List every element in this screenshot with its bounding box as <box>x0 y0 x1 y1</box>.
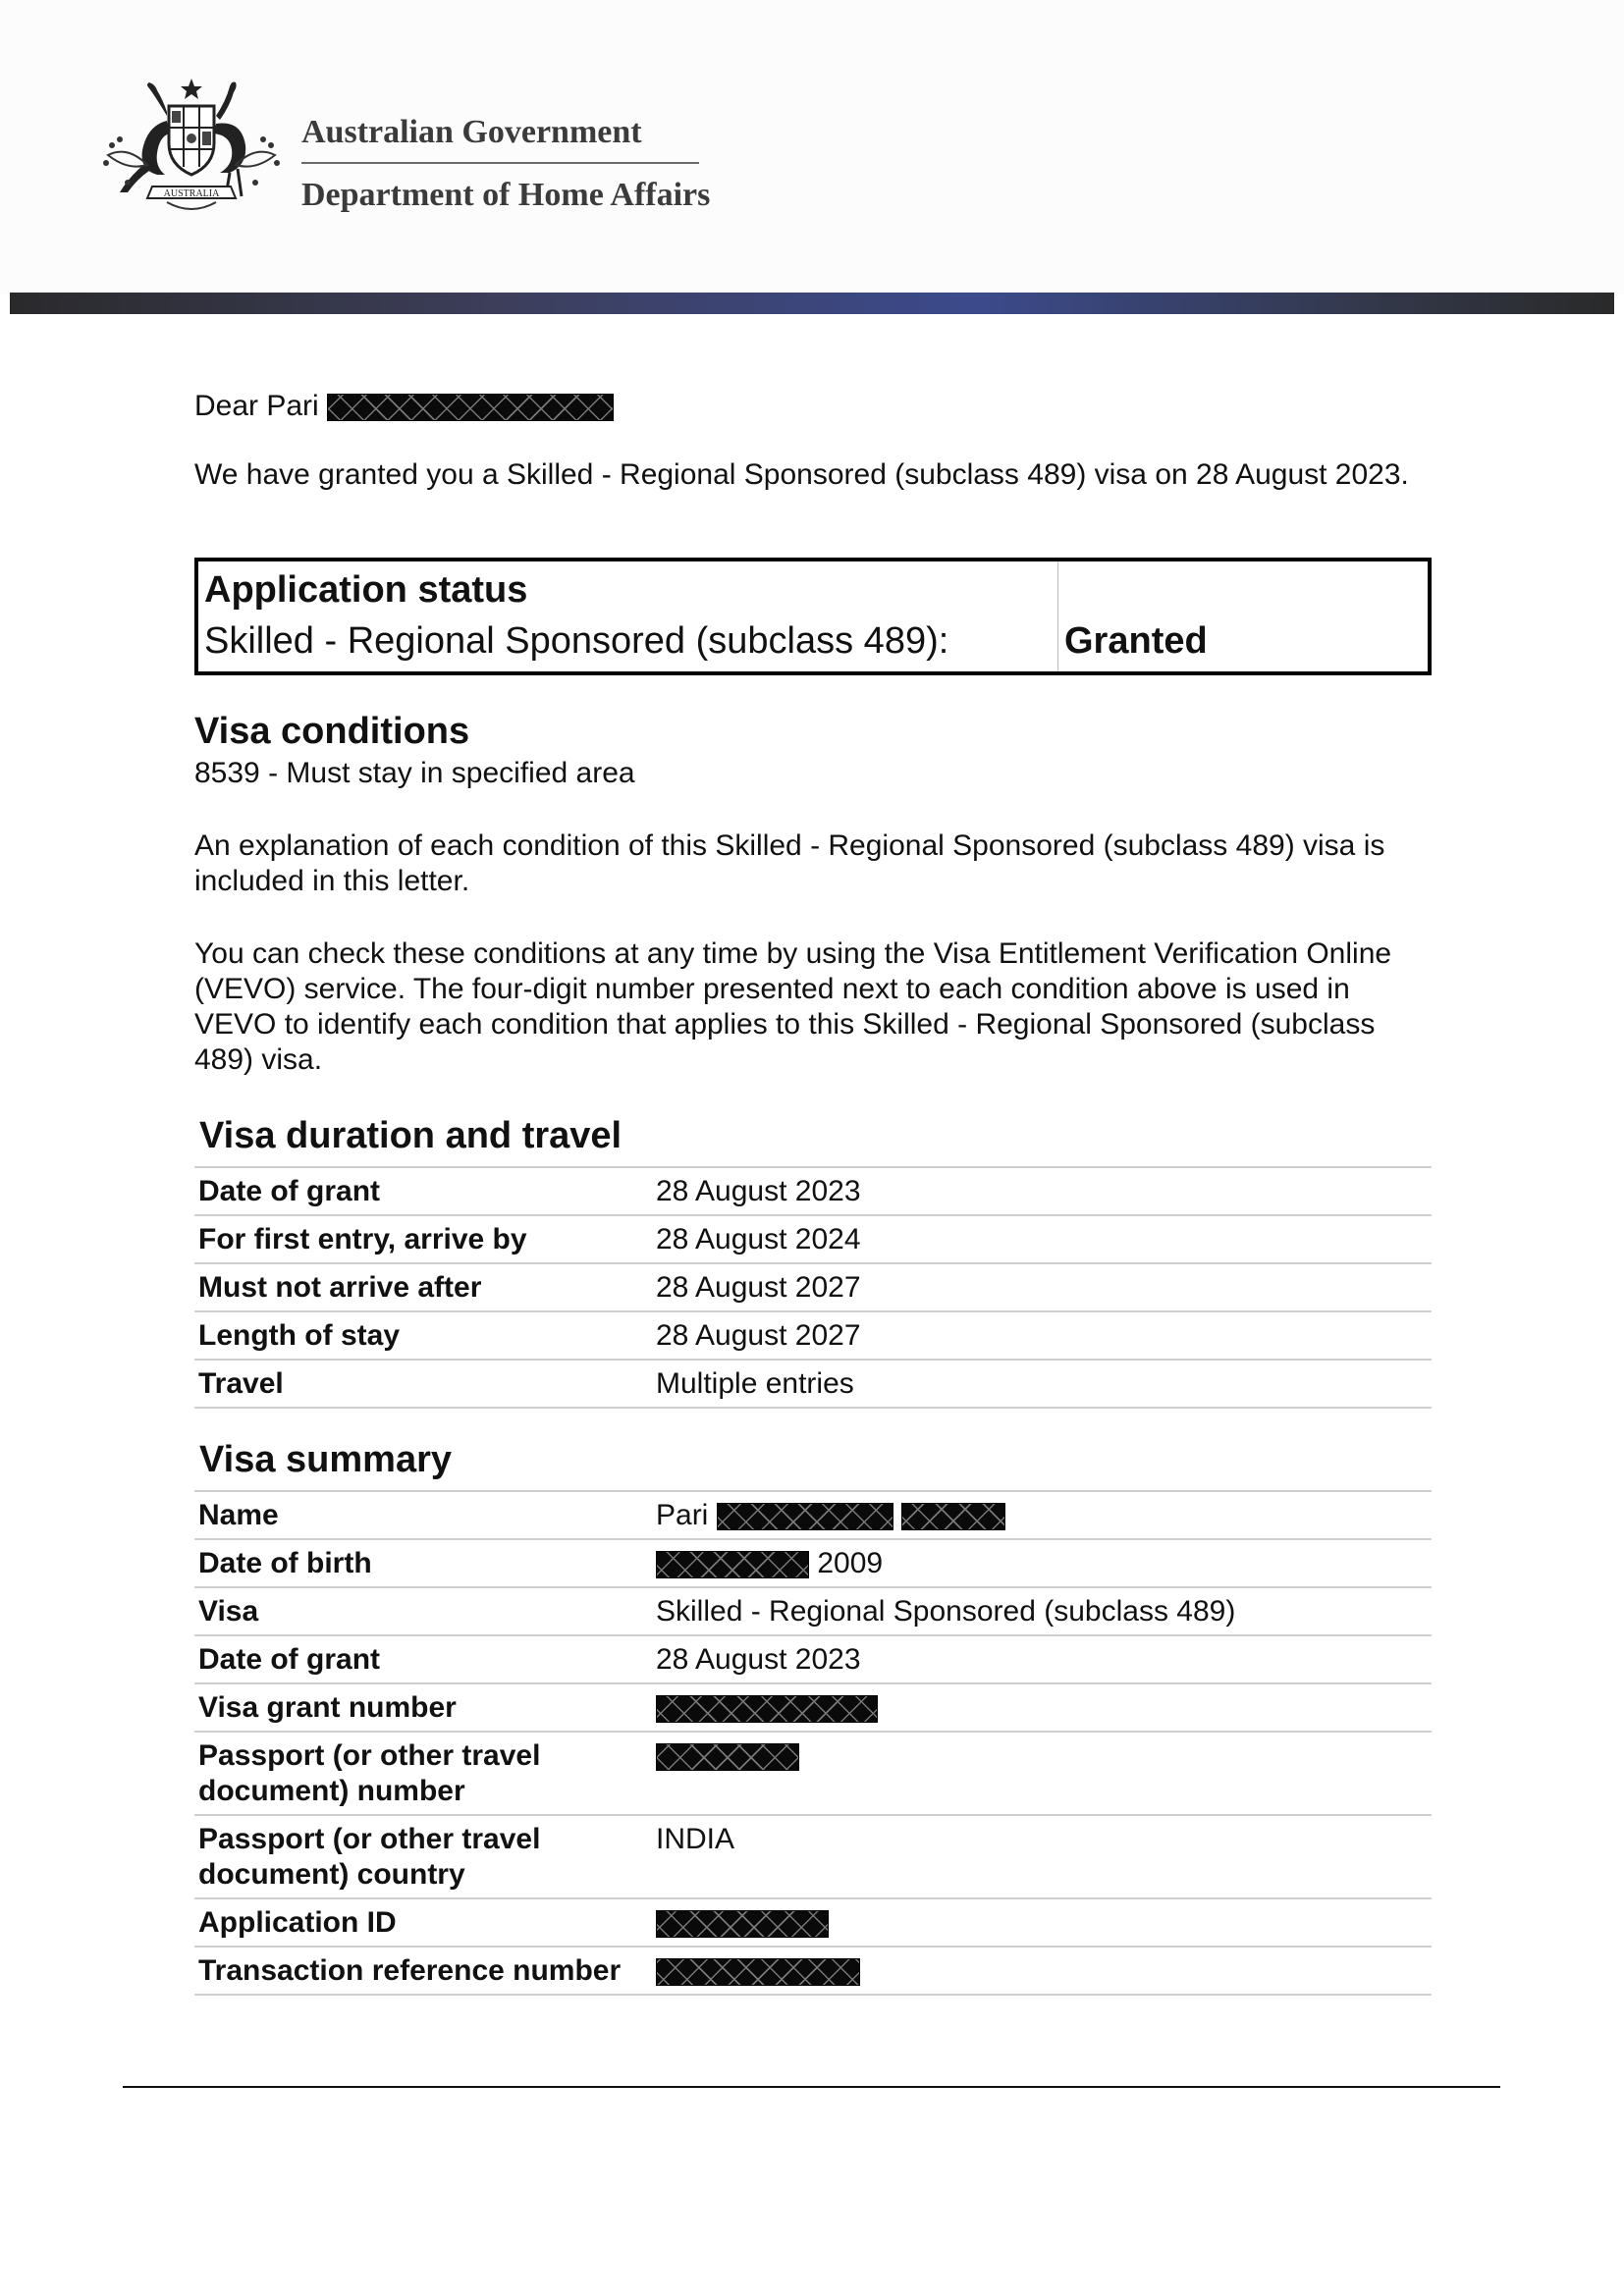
passport-number-value <box>652 1732 1432 1815</box>
table-row <box>194 1539 1432 1587</box>
table-row <box>194 1167 1432 1215</box>
redacted-grant-number <box>656 1695 878 1723</box>
visa-condition-item: 8539 - Must stay in specified area <box>194 757 635 789</box>
table-row <box>194 1683 1432 1732</box>
footer-divider <box>123 2086 1500 2088</box>
grant-number-value <box>652 1683 1432 1732</box>
visa-summary-heading: Visa summary <box>199 1439 453 1480</box>
table-row <box>194 1815 1432 1898</box>
table-row <box>194 1215 1432 1263</box>
redacted-surname <box>327 394 614 421</box>
grant-date-value: 28 August 2023 <box>652 1635 1432 1683</box>
crest-scroll-text: AUSTRALIA <box>163 188 220 199</box>
table-row <box>194 1635 1432 1683</box>
dob-year: 2009 <box>817 1547 884 1579</box>
redacted-passport-number <box>656 1743 799 1771</box>
vevo-paragraph: You can check these conditions at any time by using the Visa Entitlement Verification Online (VEVO) service. The four-digit number presented next to each condition above is used in VEVO to identify each condition that applies to this Skilled - Regional Sponsored (subclass 489) visa. <box>194 937 1392 1076</box>
visa-label: Visa <box>194 1587 652 1635</box>
status-divider <box>1057 561 1058 671</box>
table-row <box>194 1587 1432 1635</box>
application-id-value <box>652 1898 1432 1947</box>
row-label: For first entry, arrive by <box>194 1215 652 1263</box>
trn-label: Transaction reference number <box>194 1947 652 1995</box>
commonwealth-coat-of-arms-icon <box>98 77 285 216</box>
letterhead <box>0 0 1624 294</box>
name-value <box>652 1491 1432 1539</box>
table-row <box>194 1491 1432 1539</box>
row-label: Travel <box>194 1360 652 1408</box>
row-label: Must not arrive after <box>194 1263 652 1311</box>
department-name: Department of Home Affairs <box>301 177 711 213</box>
grant-intro: We have granted you a Skilled - Regional Sponsored (subclass 489) visa on 28 August 2023. <box>194 458 1409 491</box>
redacted-trn <box>656 1958 860 1986</box>
passport-country-label: Passport (or other travel document) country <box>194 1815 652 1898</box>
table-row <box>194 1947 1432 1995</box>
salutation-text: Dear Pari <box>194 390 319 422</box>
application-status-visa: Skilled - Regional Sponsored (subclass 489): <box>204 620 949 662</box>
table-row <box>194 1360 1432 1408</box>
visa-duration-table <box>194 1166 1432 1409</box>
salutation <box>194 389 1432 424</box>
trn-value <box>652 1947 1432 1995</box>
visa-value: Skilled - Regional Sponsored (subclass 489) <box>652 1587 1432 1635</box>
header-band <box>10 293 1614 314</box>
application-status-heading: Application status <box>204 569 528 611</box>
dob-label: Date of birth <box>194 1539 652 1587</box>
passport-country-value: INDIA <box>652 1815 1432 1898</box>
government-name: Australian Government <box>301 114 642 150</box>
dob-value <box>652 1539 1432 1587</box>
row-value: 28 August 2027 <box>652 1311 1432 1360</box>
row-label: Length of stay <box>194 1311 652 1360</box>
name-given: Pari <box>656 1499 709 1531</box>
table-row <box>194 1263 1432 1311</box>
passport-number-label: Passport (or other travel document) number <box>194 1732 652 1815</box>
visa-duration-heading: Visa duration and travel <box>199 1115 623 1156</box>
grant-number-label: Visa grant number <box>194 1683 652 1732</box>
name-label: Name <box>194 1491 652 1539</box>
row-value: 28 August 2027 <box>652 1263 1432 1311</box>
conditions-explanation: An explanation of each condition of this Skilled - Regional Sponsored (subclass 489) visa is included in this letter. <box>194 829 1385 897</box>
application-status-value: Granted <box>1064 620 1208 662</box>
application-id-label: Application ID <box>194 1898 652 1947</box>
redacted-application-id <box>656 1910 829 1938</box>
row-value: 28 August 2023 <box>652 1167 1432 1215</box>
redacted-dob-day-month <box>656 1551 809 1578</box>
row-value: 28 August 2024 <box>652 1215 1432 1263</box>
table-row <box>194 1898 1432 1947</box>
visa-conditions-heading: Visa conditions <box>194 711 470 752</box>
redacted-name-part <box>717 1503 893 1530</box>
row-label: Date of grant <box>194 1167 652 1215</box>
table-row <box>194 1311 1432 1360</box>
header-divider <box>301 162 699 164</box>
visa-summary-table <box>194 1490 1432 1996</box>
grant-date-label: Date of grant <box>194 1635 652 1683</box>
table-row <box>194 1732 1432 1815</box>
row-value: Multiple entries <box>652 1360 1432 1408</box>
redacted-name-part <box>901 1503 1005 1530</box>
application-status-box <box>194 558 1432 675</box>
